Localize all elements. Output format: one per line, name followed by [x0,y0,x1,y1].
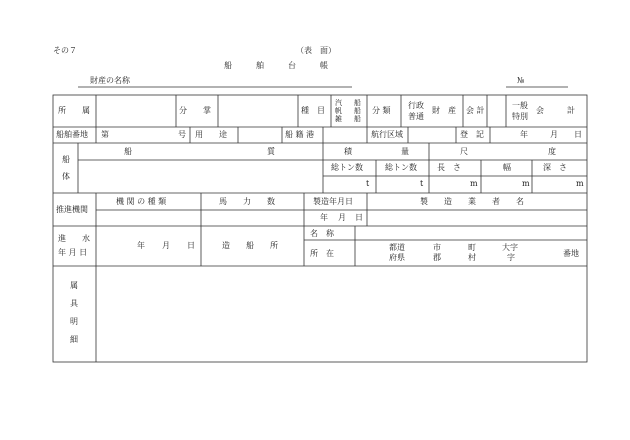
hull-ryo-char: 量 [401,147,409,156]
zousen-label: 造 船 所 [222,241,278,250]
toki-day: 日 [574,130,582,139]
form-side: （表 面） [296,46,336,55]
hull-do-char: 度 [548,147,556,156]
haba-label: 幅 [503,163,511,172]
fittings-char-3: 明 [70,317,78,326]
toki-month: 月 [550,130,558,139]
go-label: 号 [178,130,186,139]
hull-shitsu-char: 質 [267,147,275,156]
kind-zatsusen-1: 雑 [335,115,342,123]
hull-label-bottom: 体 [62,172,70,181]
toki-year: 年 [520,130,528,139]
unit-t-2: t [420,179,424,188]
kikan-label: 機 関 の 種 類 [116,197,167,206]
hull-fune-char: 船 [124,147,132,156]
kind-zatsusen-2: 船 [354,115,361,123]
oaza-label: 大字 [502,243,518,252]
fittings-char-4: 細 [70,335,78,344]
banchi-label-2: 番地 [563,249,579,258]
kei-label: 計 [567,106,575,115]
yoto-label: 用 途 [195,130,227,139]
launch-day: 日 [187,241,195,250]
kai-label: 会 [536,106,544,115]
kind-hansen-2: 船 [354,107,361,115]
shumoku-label: 種 目 [301,106,325,115]
bunrui-label: 分 類 [372,106,391,115]
page-title: 船 舶 台 帳 [224,61,328,70]
kind-kisen-1: 汽 [335,99,342,107]
hull-label-top: 船 [62,155,70,164]
sekiko-label: 船 籍 港 [285,130,315,139]
unit-m-3: m [576,179,584,188]
bunsho-label: 分 掌 [179,106,211,115]
zaisan-name-label: 財産の名称 [90,76,130,85]
unit-m-1: m [470,179,478,188]
gun-label: 郡 [433,253,441,262]
nengappi-label: 年 月 日 [58,248,88,257]
gyosei-label: 行政 [408,101,424,110]
todo-label: 都道 [389,243,405,252]
soton-label-2: 総トン数 [385,163,417,172]
ippan-label: 一般 [512,101,528,110]
banchi-label: 船舶番地 [56,130,88,139]
meisho-label: 名 称 [310,229,334,238]
seizo-year: 年 [320,213,328,222]
shozoku-label: 所 属 [58,106,90,115]
soton-label-1: 総トン数 [331,163,363,172]
unit-t-1: t [366,179,370,188]
futsu-label: 普通 [408,112,424,121]
shi-label: 市 [433,243,441,252]
form-number: その７ [53,46,77,55]
kind-kisen-2: 船 [354,99,361,107]
shinsui-label: 進 水 [58,234,90,243]
aza-label: 字 [507,253,515,262]
fukasa-label: 深 さ [543,163,567,172]
tokubetsu-label: 特別 [512,112,528,121]
kind-hansen-1: 帆 [335,107,342,115]
number-label: № [517,76,525,85]
bariki-label: 馬 力 数 [219,197,275,206]
mura-label: 村 [468,253,476,262]
hull-seki-char: 積 [344,147,352,156]
dai-label: 第 [101,130,109,139]
zaisan-label: 財 産 [432,106,456,115]
hull-shaku-char: 尺 [460,147,468,156]
launch-year: 年 [137,241,145,250]
kaikei-label: 会 計 [466,106,485,115]
nagasa-label: 長 さ [437,163,461,172]
fuken-label: 府県 [389,253,405,262]
seizo-month: 月 [338,213,346,222]
seizo-date-label: 製造年月日 [313,197,353,206]
launch-month: 月 [162,241,170,250]
shozai-label: 所 在 [310,249,334,258]
unit-m-2: m [522,179,530,188]
kokou-label: 航行区域 [371,130,403,139]
machi-label: 町 [468,243,476,252]
fittings-char-2: 具 [70,299,78,308]
seizo-day: 日 [355,213,363,222]
suishin-label: 推進機関 [56,205,88,214]
fittings-char-1: 属 [70,281,78,290]
seizo-maker-label: 製 造 業 者 名 [420,197,524,206]
toki-label: 登 記 [460,130,484,139]
